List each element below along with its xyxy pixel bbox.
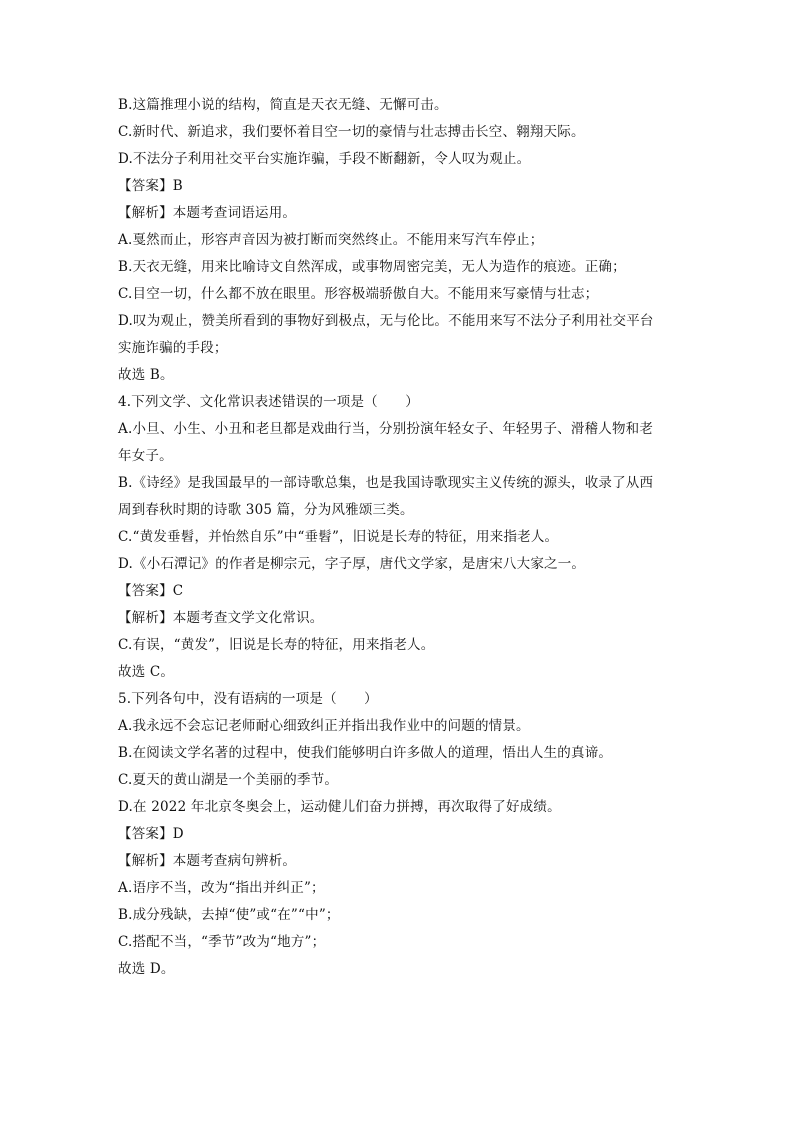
option-a-q5: A.我永远不会忘记老师耐心细致纠正并指出我作业中的问题的情景。: [118, 718, 530, 734]
choice-q4: 故选 C。: [118, 664, 175, 680]
analysis-title-q4: 【解析】本题考查文学文化常识。: [118, 610, 324, 626]
option-c-q5: C.夏天的黄山湖是一个美丽的季节。: [118, 772, 339, 788]
analysis-d-q3: D.叹为观止，赞美所看到的事物好到极点，无与伦比。不能用来写不法分子利用社交平台: [118, 313, 654, 329]
answer-q3: 【答案】B: [118, 178, 183, 194]
analysis-b-q3: B.天衣无缝，用来比喻诗文自然浑成，或事物周密完美，无人为造作的痕迹。正确；: [118, 259, 626, 275]
analysis-b-q5: B.成分残缺，去掉“使”或“在”“中”；: [118, 907, 340, 923]
option-b-q5: B.在阅读文学名著的过程中，使我们能够明白许多做人的道理，悟出人生的真谛。: [118, 745, 613, 761]
question-5: 5.下列各句中，没有语病的一项是（ ）: [118, 691, 378, 707]
option-b-q3: B.这篇推理小说的结构，简直是天衣无缝、无懈可击。: [118, 97, 448, 113]
answer-q5: 【答案】D: [118, 826, 184, 842]
analysis-title-q3: 【解析】本题考查词语运用。: [118, 205, 297, 221]
document-page: [118, 92, 678, 983]
option-c-q3: C.新时代、新追求，我们要怀着目空一切的豪情与壮志搏击长空、翱翔天际。: [118, 124, 585, 140]
choice-q5: 故选 D。: [118, 961, 175, 977]
option-d-q4: D.《小石潭记》的作者是柳宗元，字子厚，唐代文学家，是唐宋八大家之一。: [118, 556, 586, 572]
question-4: 4.下列文学、文化常识表述错误的一项是（ ）: [118, 394, 419, 410]
option-a-q4-cont: 年女子。: [118, 448, 173, 464]
analysis-c-q3: C.目空一切，什么都不放在眼里。形容极端骄傲自大。不能用来写豪情与壮志；: [118, 286, 599, 302]
option-b-q4: B.《诗经》是我国最早的一部诗歌总集，也是我国诗歌现实主义传统的源头，收录了从西: [118, 475, 654, 491]
option-c-q4: C.“黄发垂髫，并怡然自乐”中“垂髫”，旧说是长寿的特征，用来指老人。: [118, 529, 559, 545]
analysis-a-q3: A.戛然而止，形容声音因为被打断而突然终止。不能用来写汽车停止；: [118, 232, 544, 248]
analysis-c-q4: C.有误，“黄发”，旧说是长寿的特征，用来指老人。: [118, 637, 435, 653]
answer-q4: 【答案】C: [118, 583, 184, 599]
option-d-q3: D.不法分子利用社交平台实施诈骗，手段不断翻新，令人叹为观止。: [118, 151, 531, 167]
analysis-title-q5: 【解析】本题考查病句辨析。: [118, 853, 297, 869]
choice-q3: 故选 B。: [118, 367, 174, 383]
option-b-q4-cont: 周到春秋时期的诗歌 305 篇，分为风雅颂三类。: [118, 502, 414, 518]
analysis-a-q5: A.语序不当，改为“指出并纠正”；: [118, 880, 325, 896]
analysis-d-q3-cont: 实施诈骗的手段；: [118, 340, 228, 356]
analysis-c-q5: C.搭配不当，“季节”改为“地方”；: [118, 934, 326, 950]
option-d-q5: D.在 2022 年北京冬奥会上，运动健儿们奋力拼搏，再次取得了好成绩。: [118, 799, 561, 815]
option-a-q4: A.小旦、小生、小丑和老旦都是戏曲行当，分别扮演年轻女子、年轻男子、滑稽人物和老: [118, 421, 654, 437]
